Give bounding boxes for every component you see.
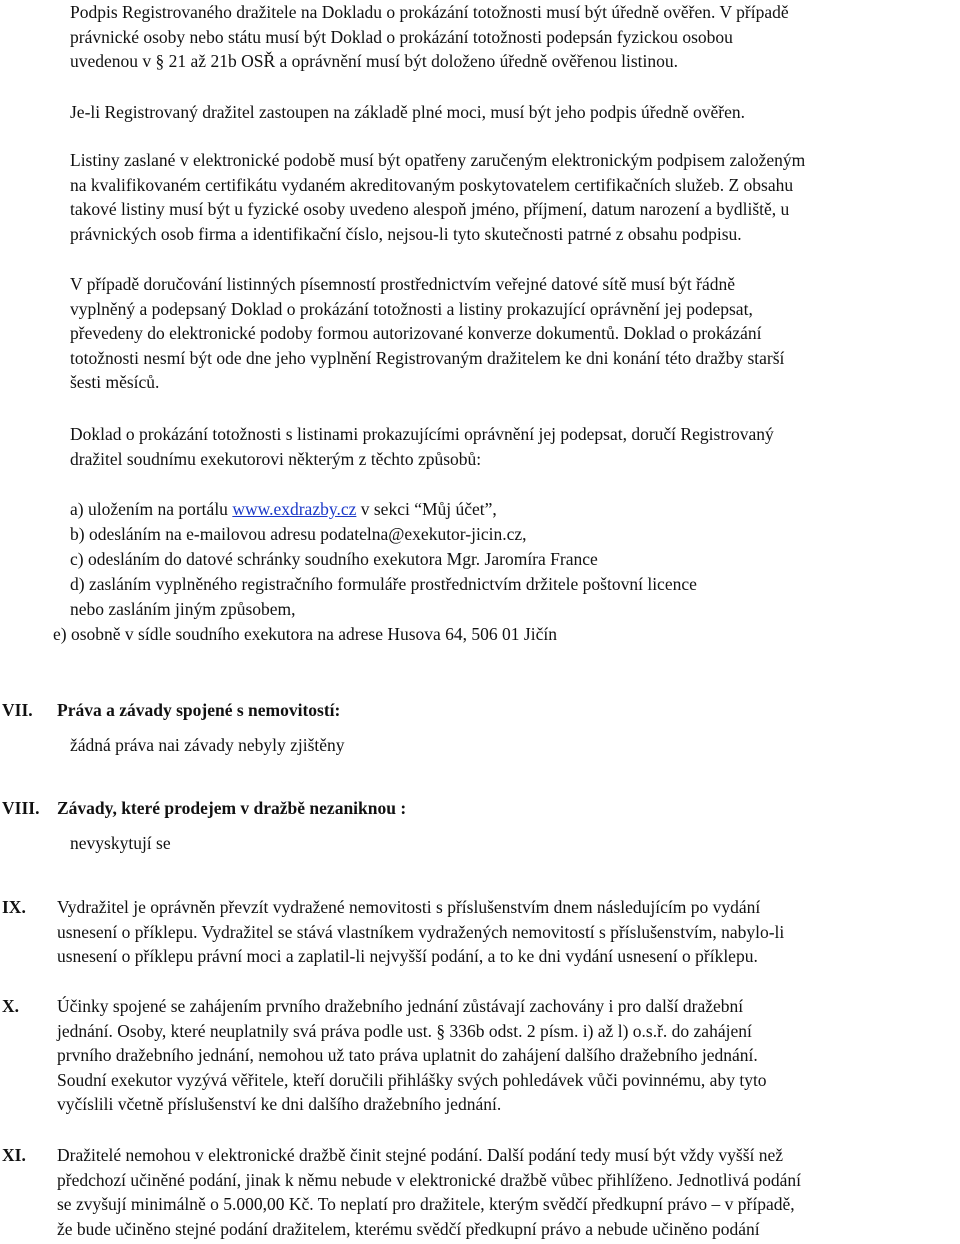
text-line: usnesení o příklepu. Vydražitel se stává vlastníkem vydražených nemovitostí s příslušenstvím, nabylo-li (57, 921, 785, 942)
text-line: se zvyšují minimálně o 5.000,00 Kč. To neplatí pro dražitele, kterým svědčí předkupní právo – v případě, (57, 1194, 795, 1215)
text-line: Listiny zaslané v elektronické podobě musí být opatřeny zaručeným elektronickým podpisem založeným (70, 150, 806, 170)
paragraph-delivery-methods-intro (70, 422, 952, 471)
text-line: jednání. Osoby, které neuplatnily svá práva podle ust. § 336b odst. 2 písm. i) až l) o.s.ř. do zahájení (57, 1020, 752, 1041)
paragraph-power-of-attorney: Je-li Registrovaný dražitel zastoupen na základě plné moci, musí být jeho podpis úředně ověřen. (70, 102, 746, 122)
section-number: XI. (2, 1145, 26, 1165)
text-line: předchozí učiněné podání, jinak k němu nebude v elektronické dražbě vůbec přihlíženo. Jednotlivá podání (57, 1169, 801, 1190)
list-item-data-box: c) odesláním do datové schránky soudního exekutora Mgr. Jaromíra France (70, 549, 598, 569)
paragraph-data-network-delivery (70, 272, 952, 395)
text-line: uvedenou v § 21 až 21b OSŘ a oprávnění musí být doloženo úředně ověřenou listinou. (70, 51, 679, 72)
text-line: Doklad o prokázání totožnosti s listinami prokazujícími oprávnění jej podepsat, doručí Registrovaný (70, 424, 774, 444)
section-number: VII. (2, 700, 33, 720)
section-body (57, 994, 954, 1117)
section-body (57, 895, 954, 969)
text-line: Soudní exekutor vyzývá věřitele, kteří doručili přihlášky svých pohledávek vůči povinnému, aby tyto (57, 1069, 767, 1090)
section-number: IX. (2, 897, 26, 917)
text-line: Účinky spojené se zahájením prvního dražebního jednání zůstávají zachovány i pro další dražební (57, 996, 744, 1016)
exdrazby-link[interactable]: www.exdrazby.cz (232, 499, 357, 519)
section-body: žádná práva nai závady nebyly zjištěny (70, 735, 345, 755)
paragraph-electronic-documents (70, 148, 952, 246)
text-line: převedeny do elektronické podoby formou autorizované konverze dokumentů. Doklad o prokázání (70, 323, 762, 344)
text-line: takové listiny musí být u fyzické osoby uvedeno alespoň jméno, příjmení, datum narození a bydliště, u (70, 199, 790, 220)
section-body: nevyskytují se (70, 833, 171, 853)
list-item-portal: a) uložením na portálu www.exdrazby.cz v sekci “Můj účet”, (70, 499, 497, 519)
text-line: vyčíslili včetně příslušenství ke dni dalšího dražebního jednání. (57, 1094, 502, 1115)
text-line: dražitel soudnímu exekutorovi některým z těchto způsobů: (70, 448, 482, 469)
text-line: V případě doručování listinných písemností prostřednictvím veřejné datové sítě musí být řádně (70, 274, 736, 294)
section-number: VIII. (2, 798, 40, 818)
section-number: X. (2, 996, 20, 1016)
text-line: právnických osob firma a identifikační číslo, nejsou-li tyto skutečnosti patrné z obsahu podpisu. (70, 223, 742, 244)
list-item-postal: d) zasláním vyplněného registračního formuláře prostřednictvím držitele poštovní licence (70, 574, 697, 594)
text-line: prvního dražebního jednání, nemohou už tato práva uplatnit do zahájení dalšího dražebního jednání. (57, 1045, 758, 1066)
paragraph-signature-verification (70, 0, 952, 74)
text-line: vyplněný a podepsaný Doklad o prokázání totožnosti a listiny prokazující oprávnění jej podepsat, (70, 298, 753, 319)
list-item-in-person: e) osobně v sídle soudního exekutora na adrese Husova 64, 506 01 Jičín (53, 624, 557, 644)
text-line: Vydražitel je oprávněn převzít vydražené nemovitosti s příslušenstvím dnem následujícím po vydání (57, 897, 761, 917)
text-line: Podpis Registrovaného dražitele na Dokladu o prokázání totožnosti musí být úředně ověřen. V případě (70, 2, 789, 22)
text-line: právnické osoby nebo státu musí být Doklad o prokázání totožnosti podepsán fyzickou osobou (70, 26, 733, 47)
section-heading: Práva a závady spojené s nemovitostí: (57, 700, 341, 720)
list-item-email: b) odesláním na e-mailovou adresu podatelna@exekutor-jicin.cz, (70, 524, 527, 544)
text-line: šesti měsíců. (70, 372, 160, 393)
section-body (57, 1143, 954, 1241)
text-line: Dražitelé nemohou v elektronické dražbě činit stejné podání. Další podání tedy musí být vždy vyšší než (57, 1145, 784, 1165)
text-line: totožnosti nesmí být ode dne jeho vyplnění Registrovaným dražitelem ke dni konání této dražby starší (70, 347, 785, 368)
text-line: usnesení o příklepu právní moci a zaplatil-li nejvyšší podání, a to ke dni vydání usnesení o příklepu. (57, 946, 758, 967)
text-line: že bude učiněno stejné podání dražitelem, kterému svědčí předkupní právo a nebude učiněno podání (57, 1218, 760, 1239)
list-item-postal-cont: nebo zasláním jiným způsobem, (70, 599, 296, 619)
section-heading: Závady, které prodejem v dražbě nezaniknou : (57, 798, 407, 818)
text-line: na kvalifikovaném certifikátu vydaném akreditovaným poskytovatelem certifikačních služeb. Z obsahu (70, 174, 794, 195)
